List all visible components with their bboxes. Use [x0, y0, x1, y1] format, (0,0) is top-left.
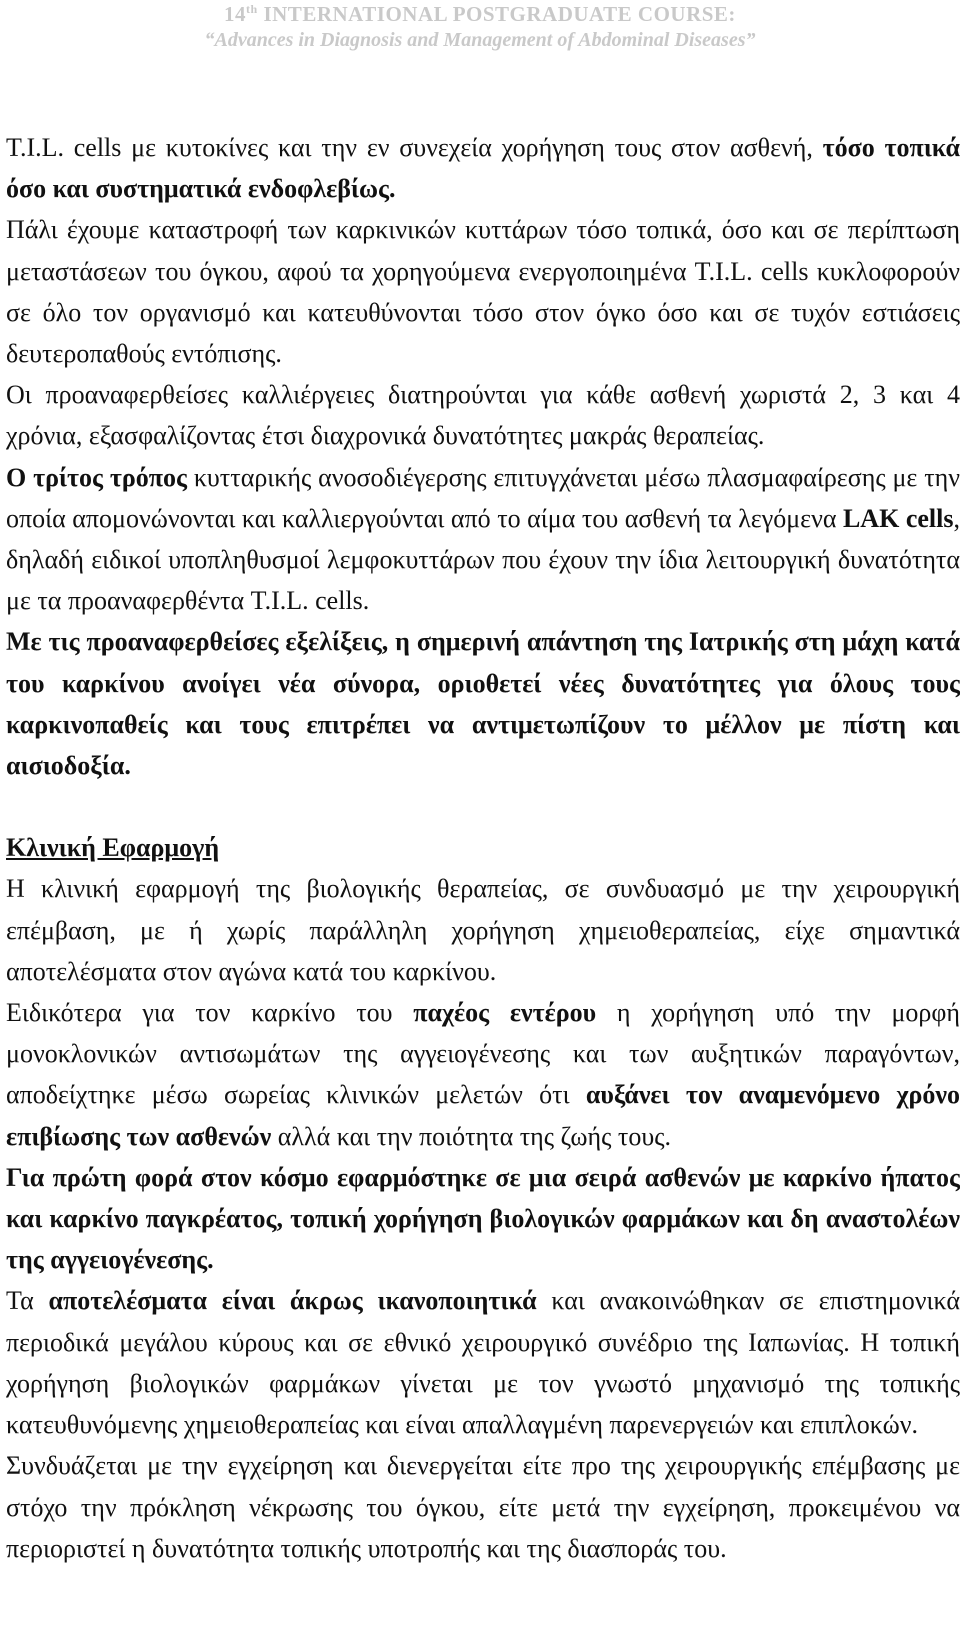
section-spacer	[6, 786, 960, 827]
bold-phrase: Ο τρίτος τρόπος	[6, 462, 187, 492]
bold-phrase: τόσο τοπικά όσο και συστηματικά ενδοφλεβίως.	[6, 133, 960, 204]
paragraph-colon-cancer: Ειδικότερα για τον καρκίνο του παχέος εντέρου η χορήγηση υπό την μορφή μονοκλονικών αντισωμάτων της αγγειογένεσης και των αυξητικών παραγόντων, αποδείχτηκε μέσω σωρείας κλινικών μελετών ότι αυξάνει τον αναμενόμενο χρόνο επιβίωσης των ασθενών αλλά και την ποιότητα της ζωής τους.	[6, 998, 960, 1151]
header-edition-suffix: th	[246, 2, 258, 16]
running-header-title	[0, 2, 960, 27]
bold-phrase: LAK cells	[842, 503, 954, 533]
bold-phrase: παχέος εντέρου	[413, 998, 597, 1028]
header-edition-number: 14	[224, 2, 247, 26]
paragraph-conclusion: Με τις προαναφερθείσες εξελίξεις, η σημερινή απάντηση της Ιατρικής στη μάχη κατά του καρκίνου ανοίγει νέα σύνορα, οριοθετεί νέες δυνατότητες για όλους τους καρκινοπαθείς και τους επιτρέπει να αντιμετωπίζουν το μέλλον με πίστη και αισιοδοξία.	[6, 627, 960, 781]
bold-phrase: αποτελέσματα είναι άκρως ικανοποιητικά	[48, 1286, 537, 1316]
running-header-subtitle: “Advances in Diagnosis and Management of Abdominal Diseases”	[204, 29, 756, 51]
paragraph-cultures: Οι προαναφερθείσες καλλιέργειες διατηρούνται για κάθε ασθενή χωριστά 2, 3 και 4 χρόνια, εξασφαλίζοντας έτσι διαχρονικά δυνατότητες μακράς θεραπείας.	[6, 380, 960, 451]
paragraph-results: Τα αποτελέσματα είναι άκρως ικανοποιητικά και ανακοινώθηκαν σε επιστημονικά περιοδικά μεγάλου κύρους και σε εθνικό χειρουργικό συνέδριο της Ιαπωνίας. Η τοπική χορήγηση βιολογικών φαρμάκων γίνεται με τον γνωστό μηχανισμό της τοπικής κατευθυνόμενης χημειοθεραπείας και είναι απαλλαγμένη παρενεργειών και επιπλοκών.	[6, 1286, 960, 1440]
section-title: Κλινική Εφαρμογή	[6, 833, 220, 863]
header-course-name: INTERNATIONAL POSTGRADUATE COURSE:	[263, 2, 736, 26]
paragraph-first-time: Για πρώτη φορά στον κόσμο εφαρμόστηκε σε μια σειρά ασθενών με καρκίνο ήπατος και καρκίνο παγκρέατος, τοπική χορήγηση βιολογικών φαρμάκων και δη αναστολέων της αγγειογένεσης.	[6, 1162, 960, 1275]
paragraph-combination: Συνδυάζεται με την εγχείρηση και διενεργείται είτε προ της χειρουργικής επέμβασης με στόχο την πρόκληση νέκρωσης του όγκου, είτε μετά την εγχείρηση, προκειμένου να περιοριστεί η δυνατότητα τοπικής υποτροπής και της διασποράς του.	[6, 1451, 960, 1563]
paragraph-metastases: Πάλι έχουμε καταστροφή των καρκινικών κυττάρων τόσο τοπικά, όσο και σε περίπτωση μεταστάσεων του όγκου, αφού τα χορηγούμενα ενεργοποιημένα T.I.L. cells κυκλοφορούν σε όλο τον οργανισμό και κατευθύνονται τόσο στον όγκο όσο και σε τυχόν εστιάσεις δευτεροπαθούς εντόπισης.	[6, 215, 960, 369]
paragraph-clinical-application: Η κλινική εφαρμογή της βιολογικής θεραπείας, σε συνδυασμό με την χειρουργική επέμβαση, με ή χωρίς παράλληλη χορήγηση χημειοθεραπείας, είχε σημαντικά αποτελέσματα στον αγώνα κατά του καρκίνου.	[6, 874, 960, 986]
bold-phrase: αυξάνει τον αναμενόμενο χρόνο επιβίωσης των ασθενών	[6, 1080, 960, 1151]
document-body	[6, 127, 960, 1569]
paragraph-third-method: Ο τρίτος τρόπος κυτταρικής ανοσοδιέγερσης επιτυγχάνεται μέσω πλασμαφαίρεσης με την οποία απομονώνονται και καλλιεργούνται από το αίμα του ασθενή τα λεγόμενα LAK cells, δηλαδή ειδικοί υποπληθυσμοί λεμφοκυττάρων που έχουν την ίδια λειτουργική δυνατότητα με τα προαναφερθέντα T.I.L. cells.	[6, 462, 960, 616]
paragraph-til-cells: Τ.Ι.L. cells με κυτοκίνες και την εν συνεχεία χορήγηση τους στον ασθενή, τόσο τοπικά όσο και συστηματικά ενδοφλεβίως.	[6, 133, 960, 204]
